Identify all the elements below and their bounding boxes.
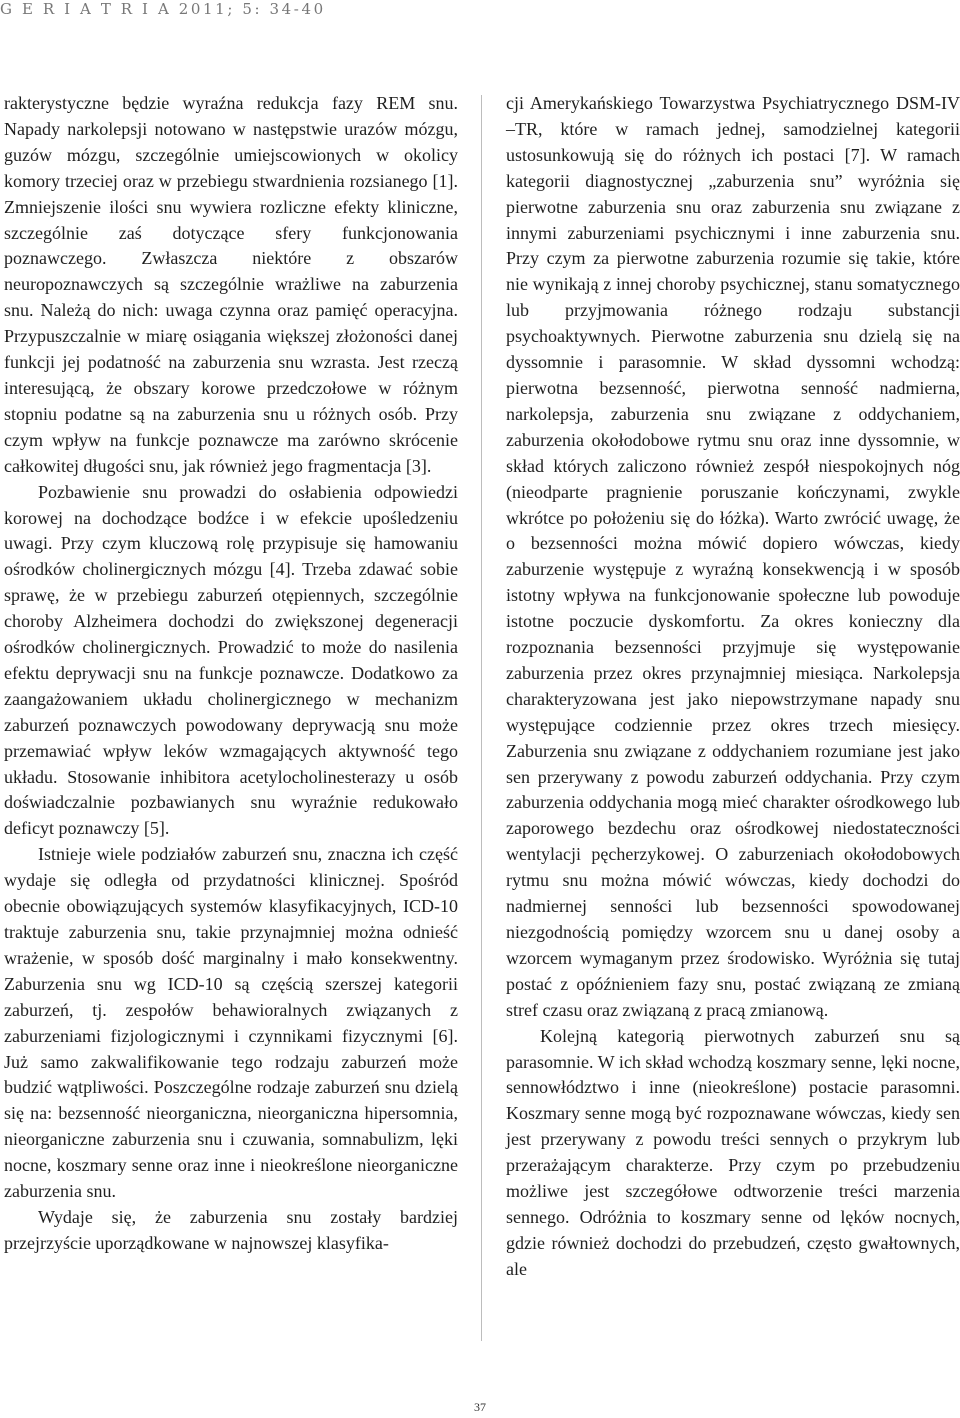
paragraph: cji Amerykańskiego Towarzystwa Psychiatrycznego DSM-IV –TR, które w ramach jednej, samodzielnej kategorii ustosunkowują się do różnych ich postaci [7]. W ramach kategorii diagnostycznej „zaburzenia snu” wyróżnia się pierwotne zaburzenia snu oraz zaburzenia snu związane z innymi zaburzeniami psychicznymi i inne zaburzenia snu. Przy czym za pierwotne zaburzenia rozumie się takie, które nie wynikają z innej choroby psychicznej, stanu somatycznego lub przyjmowania różnego rodzaju substancji psychoaktywnych. Pierwotne zaburzenia snu dzielą się na dyssomnie i parasomnie. W skład dyssomni wchodzą: pierwotna bezsenność, pierwotna senność nadmierna, narkolepsja, zaburzenia snu związane z oddychaniem, zaburzenia okołodobowe rytmu snu oraz inne dyssomnie, w skład których zaliczono również zespół niespokojnych nóg (nieodparte pragnienie poruszanie kończynami, zwykle wkrótce po położeniu się do łóżka). Warto zwrócić uwagę, że o bezsenności można mówić dopiero wówczas, kiedy zaburzenie występuje z wyraźną konsekwencją i w sposób istotny wpływa na funkcjonowanie społeczne lub powoduje istotne poczucie dyskomfortu. Za okres konieczny dla rozpoznania bezsenności przyjmuje się występowanie zaburzenia przez okres przynajmniej miesiąca. Narkolepsja charakteryzowana jest jako niepowstrzymane napady snu występujące codziennie przez okres trzech miesięcy. Zaburzenia snu związane z oddychaniem rozumiane jest jako sen przerywany z powodu zaburzeń oddychania. Przy czym zaburzenia oddychania mogą mieć charakter ośrodkowego lub zaporowego bezdechu oraz ośrodkowej niedostateczności wentylacji pęcherzykowej. O zaburzeniach okołodobowych rytmu snu można mówić wówczas, kiedy dochodzi do nadmiernej senności lub bezsenności spowodowanej niezgodnością pomiędzy wzorcem snu u danej osoby a wzorcem wymaganym przez środowisko. Wyróżnia się tutaj postać z opóźnieniem fazy snu, postać związaną ze zmianą stref czasu oraz związaną z pracą zmianową. [506,93,960,1020]
left-column [4,91,458,1257]
right-column [506,91,960,1283]
paragraph: Kolejną kategorią pierwotnych zaburzeń snu są parasomnie. W ich skład wchodzą koszmary senne, lęki nocne, sennowłództwo i inne (nieokreślone) postacie parasomni. Koszmary senne mogą być rozpoznawane wówczas, kiedy sen jest przerywany z powodu treści sennych o przykrym lub przerażającym charakterze. Przy czym po przebudzeniu możliwe jest szczegółowe odtworzenie treści marzenia sennego. Odróżnia to koszmary senne od lęków nocnych, gdzie również dochodzi do przebudzeń, często gwałtownych, ale [506,1025,960,1279]
page-number: 37 [474,1400,486,1414]
column-divider [481,95,482,1341]
running-header: G E R I A T R I A 2011; 5: 34-40 [0,0,326,18]
paragraph: Pozbawienie snu prowadzi do osłabienia odpowiedzi korowej na dochodzące bodźce i w efekcie upośledzeniu uwagi. Przy czym kluczową rolę przypisuje się hamowaniu ośrodków cholinergicznych mózgu [4]. Trzeba zdawać sobie sprawę, że w przebiegu zaburzeń otępiennych, szczególnie choroby Alzheimera dochodzi do zwiększonej degeneracji ośrodków cholinergicznych. Prowadzić to może do nasilenia efektu deprywacji snu na funkcje poznawcze. Dodatkowo za zaangażowaniem układu cholinergicznego w mechanizm zaburzeń poznawczych powodowany deprywacją snu może przemawiać wpływ leków wzmagających aktywność tego układu. Stosowanie inhibitora acetylocholinesterazy u osób doświadczalnie pozbawianych snu wyraźnie redukowało deficyt poznawczy [5]. [4,481,458,839]
paragraph: Wydaje się, że zaburzenia snu zostały bardziej przejrzyście uporządkowane w najnowszej klasyfika- [4,1206,458,1253]
paragraph: rakterystyczne będzie wyraźna redukcja fazy REM snu. Napady narkolepsji notowano w następstwie urazów mózgu, guzów mózgu, szczególnie umiejscowionych w okolicy komory trzeciej oraz w przebiegu stwardnienia rozsianego [1]. Zmniejszenie ilości snu wywiera rozliczne efekty kliniczne, szczególnie zaś dotyczące sfery funkcjonowania poznawczego. Zwłaszcza niektóre z obszarów neuropoznawczych są szczególnie wrażliwe na zaburzenia snu. Należą do nich: uwaga czynna oraz pamięć operacyjna. Przypuszczalnie w miarę osiągania większej złożoności danej funkcji jej podatność na zaburzenia snu wzrasta. Jest rzeczą interesującą, że obszary korowe przedczołowe w różnym stopniu podatne są na zaburzenia snu u różnych osób. Przy czym wpływ na funkcje poznawcze ma zarówno skrócenie całkowitej długości snu, jak również jego fragmentacja [3]. [4,93,458,476]
paragraph: Istnieje wiele podziałów zaburzeń snu, znaczna ich część wydaje się odległa od przydatności klinicznej. Spośród obecnie obowiązujących systemów klasyfikacyjnych, ICD-10 traktuje zaburzenia snu, takie przynajmniej można odnieść wrażenie, w sposób dość marginalny i mało konsekwentny. Zaburzenia snu wg ICD-10 są częścią szerszej kategorii zaburzeń, tj. zespołów behawioralnych związanych z zaburzeniami fizjologicznymi i czynnikami fizycznymi [6]. Już samo zakwalifikowanie tego rodzaju zaburzeń może budzić wątpliwości. Poszczególne rodzaje zaburzeń snu dzielą się na: bezsenność nieorganiczna, nieorganiczna hipersomnia, nieorganiczne zaburzenia snu i czuwania, somnabulizm, lęki nocne, koszmary senne oraz inne i nieokreślone nieorganiczne zaburzenia snu. [4,844,458,1202]
